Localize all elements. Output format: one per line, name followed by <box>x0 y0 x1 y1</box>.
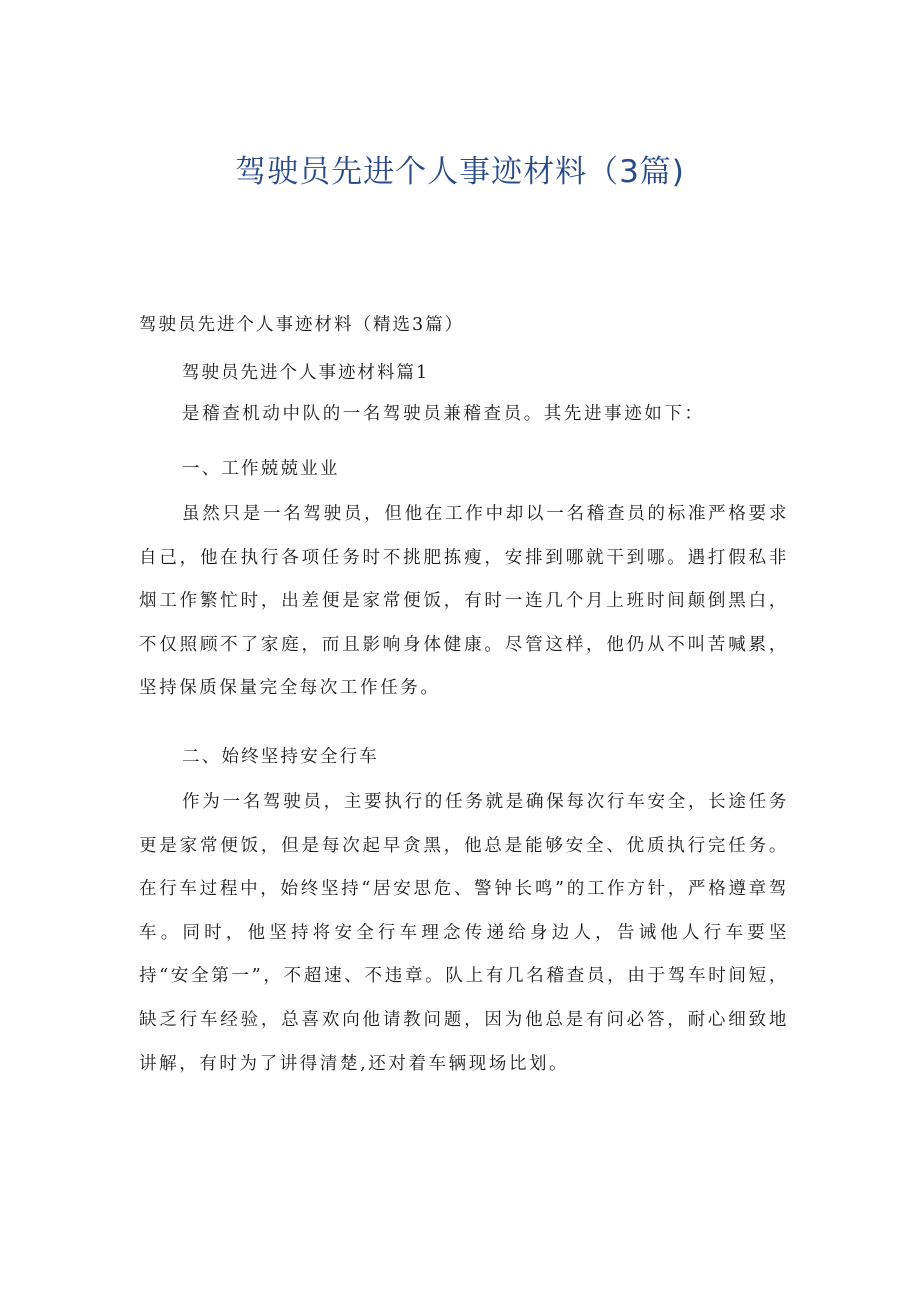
section2-paragraph: 作为一名驾驶员，主要执行的任务就是确保每次行车安全，长途任务更是家常便饭，但是每次起早贪黑，他总是能够安全、优质执行完任务。在行车过程中，始终坚持“居安思危、警钟长鸣”的工作方针，严格遵章驾车。同时，他坚持将安全行车理念传递给身边人，告诫他人行车要坚持“安全第一”，不超速、不违章。队上有几名稽查员，由于驾车时间短，缺乏行车经验，总喜欢向他请教问题，因为他总是有问必答，耐心细致地讲解，有时为了讲得清楚,还对着车辆现场比划。 <box>139 792 789 1074</box>
intro-paragraph: 是稽查机动中队的一名驾驶员兼稽查员。其先进事迹如下： <box>182 404 705 424</box>
section1-paragraph: 虽然只是一名驾驶员，但他在工作中却以一名稽查员的标准严格要求自己，他在执行各项任务时不挑肥拣瘦，安排到哪就干到哪。遇打假私非烟工作繁忙时，出差便是家常便饭，有时一连几个月上班时间颠倒黑白，不仅照顾不了家庭，而且影响身体健康。尽管这样，他仍从不叫苦喊累，坚持保质保量完全每次工作任务。 <box>139 504 789 699</box>
article-heading: 驾驶员先进个人事迹材料篇1 <box>182 363 430 383</box>
section2-heading: 二、始终坚持安全行车 <box>182 747 379 767</box>
section1-heading: 一、工作兢兢业业 <box>182 459 340 479</box>
document-title: 驾驶员先进个人事迹材料（3篇) <box>235 154 685 190</box>
document-subtitle: 驾驶员先进个人事迹材料（精选3篇） <box>139 315 465 335</box>
